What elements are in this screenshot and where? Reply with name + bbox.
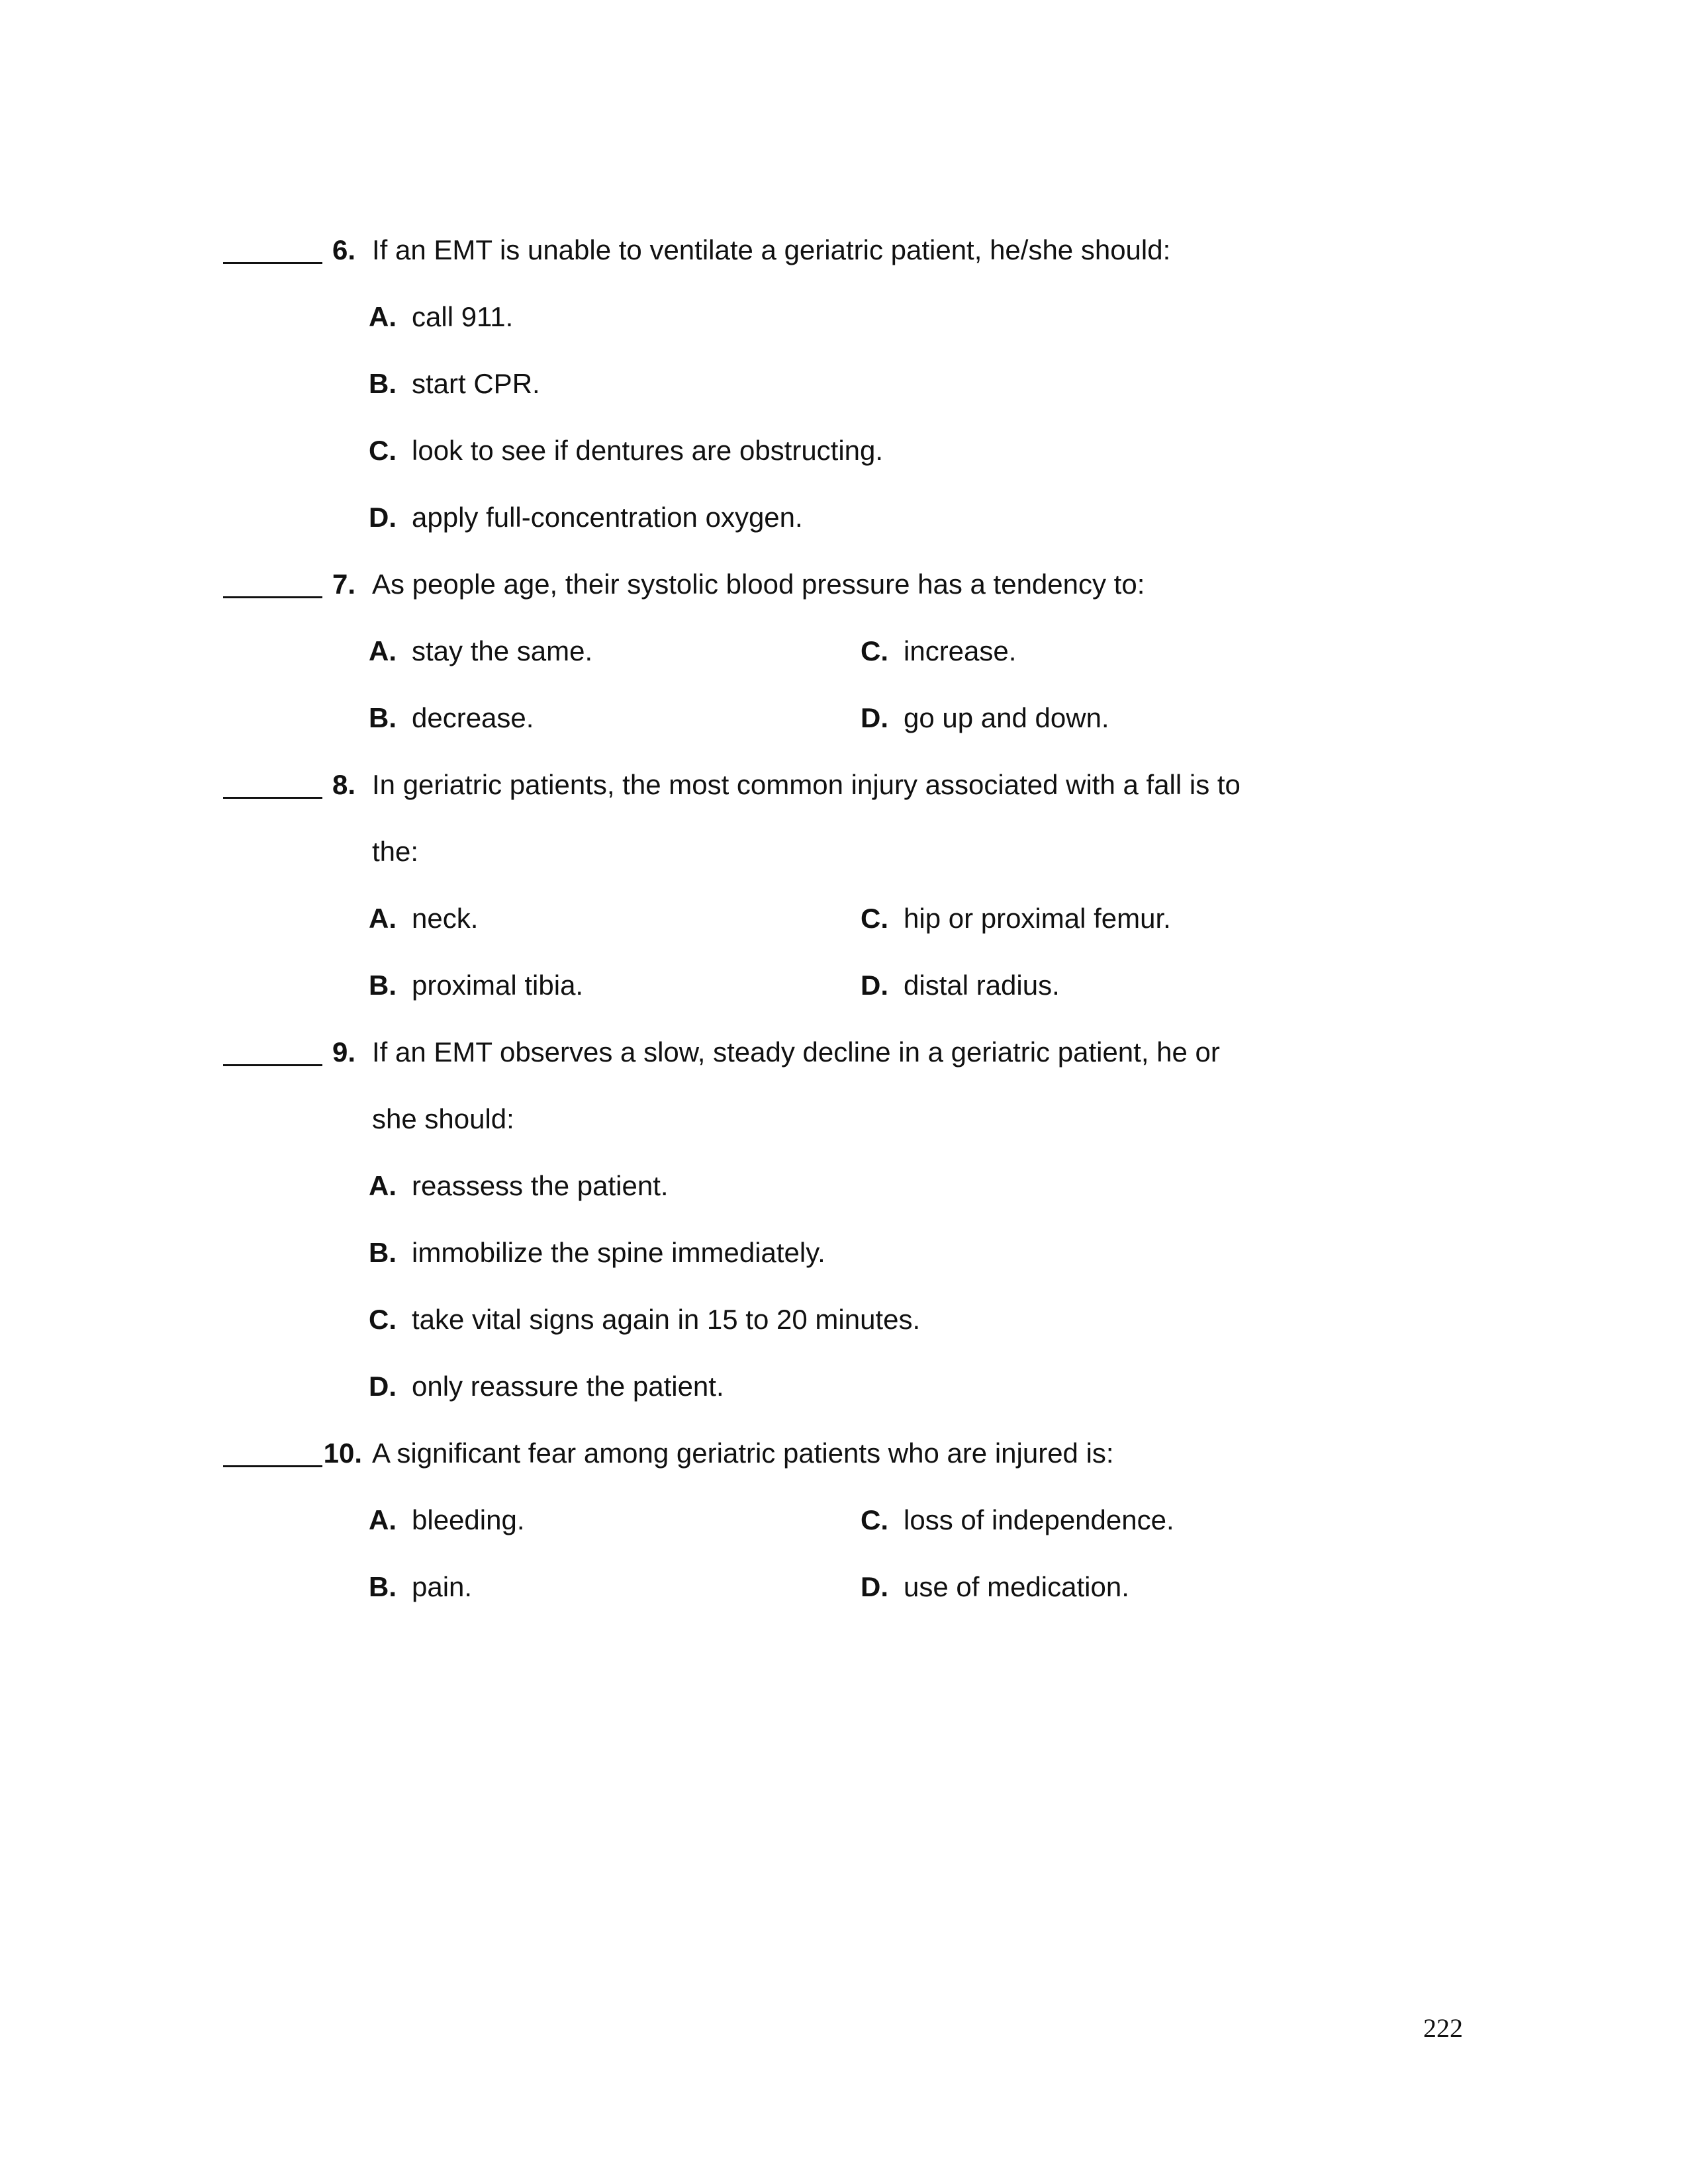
question-text: she should: bbox=[372, 1103, 514, 1134]
option-letter: C. bbox=[369, 1304, 397, 1335]
option-letter: D. bbox=[861, 970, 888, 1001]
question-text: the: bbox=[372, 836, 419, 867]
option-letter: C. bbox=[861, 903, 888, 934]
option-text: pain. bbox=[412, 1571, 473, 1602]
option-text: immobilize the spine immediately. bbox=[412, 1237, 825, 1268]
page-number: 222 bbox=[1423, 2013, 1463, 2043]
question-8-continued bbox=[0, 832, 1688, 872]
option-text: increase. bbox=[904, 635, 1017, 666]
option-text: only reassure the patient. bbox=[412, 1371, 724, 1402]
option-letter: D. bbox=[861, 702, 888, 733]
option-text: reassess the patient. bbox=[412, 1170, 669, 1201]
option-letter: C. bbox=[861, 635, 888, 666]
answer-blank-6[interactable] bbox=[223, 236, 322, 264]
option-letter: B. bbox=[369, 1571, 397, 1602]
question-10 bbox=[0, 1433, 1688, 1473]
option-letter: A. bbox=[369, 903, 397, 934]
option-text: bleeding. bbox=[412, 1504, 525, 1535]
option-text: call 911. bbox=[412, 301, 514, 332]
option-text: take vital signs again in 15 to 20 minutes. bbox=[412, 1304, 921, 1335]
option-text: use of medication. bbox=[904, 1571, 1129, 1602]
question-text: If an EMT is unable to ventilate a geriatric patient, he/she should: bbox=[372, 234, 1171, 265]
question-number: 6. bbox=[332, 234, 355, 265]
option-text: go up and down. bbox=[904, 702, 1109, 733]
answer-blank-7[interactable] bbox=[223, 570, 322, 598]
question-text: If an EMT observes a slow, steady decline in a geriatric patient, he or bbox=[372, 1036, 1220, 1068]
question-number: 10. bbox=[323, 1437, 362, 1469]
question-text: In geriatric patients, the most common injury associated with a fall is to bbox=[372, 769, 1241, 800]
question-number: 7. bbox=[332, 569, 355, 600]
option-letter: A. bbox=[369, 301, 397, 332]
answer-blank-8[interactable] bbox=[223, 770, 322, 799]
option-letter: B. bbox=[369, 702, 397, 733]
option-letter: B. bbox=[369, 970, 397, 1001]
question-number: 8. bbox=[332, 769, 355, 800]
option-letter: B. bbox=[369, 1237, 397, 1268]
question-8 bbox=[0, 765, 1688, 805]
option-letter: A. bbox=[369, 1170, 397, 1201]
answer-blank-10[interactable] bbox=[223, 1439, 322, 1467]
option-letter: B. bbox=[369, 368, 397, 399]
option-text: neck. bbox=[412, 903, 479, 934]
option-text: distal radius. bbox=[904, 970, 1060, 1001]
option-text: hip or proximal femur. bbox=[904, 903, 1171, 934]
option-text: start CPR. bbox=[412, 368, 540, 399]
option-text: decrease. bbox=[412, 702, 534, 733]
answer-blank-9[interactable] bbox=[223, 1038, 322, 1066]
question-7 bbox=[0, 565, 1688, 604]
option-text: stay the same. bbox=[412, 635, 593, 666]
option-letter: C. bbox=[369, 435, 397, 466]
question-text: As people age, their systolic blood pressure has a tendency to: bbox=[372, 569, 1145, 600]
option-letter: C. bbox=[861, 1504, 888, 1535]
option-letter: A. bbox=[369, 635, 397, 666]
option-letter: D. bbox=[369, 1371, 397, 1402]
question-9-continued bbox=[0, 1099, 1688, 1139]
option-letter: D. bbox=[861, 1571, 888, 1602]
option-text: proximal tibia. bbox=[412, 970, 584, 1001]
question-text: A significant fear among geriatric patients who are injured is: bbox=[372, 1437, 1114, 1469]
option-text: look to see if dentures are obstructing. bbox=[412, 435, 884, 466]
option-text: loss of independence. bbox=[904, 1504, 1174, 1535]
option-letter: D. bbox=[369, 502, 397, 533]
question-number: 9. bbox=[332, 1036, 355, 1068]
option-letter: A. bbox=[369, 1504, 397, 1535]
question-6 bbox=[0, 230, 1688, 270]
question-9 bbox=[0, 1032, 1688, 1072]
option-text: apply full-concentration oxygen. bbox=[412, 502, 803, 533]
